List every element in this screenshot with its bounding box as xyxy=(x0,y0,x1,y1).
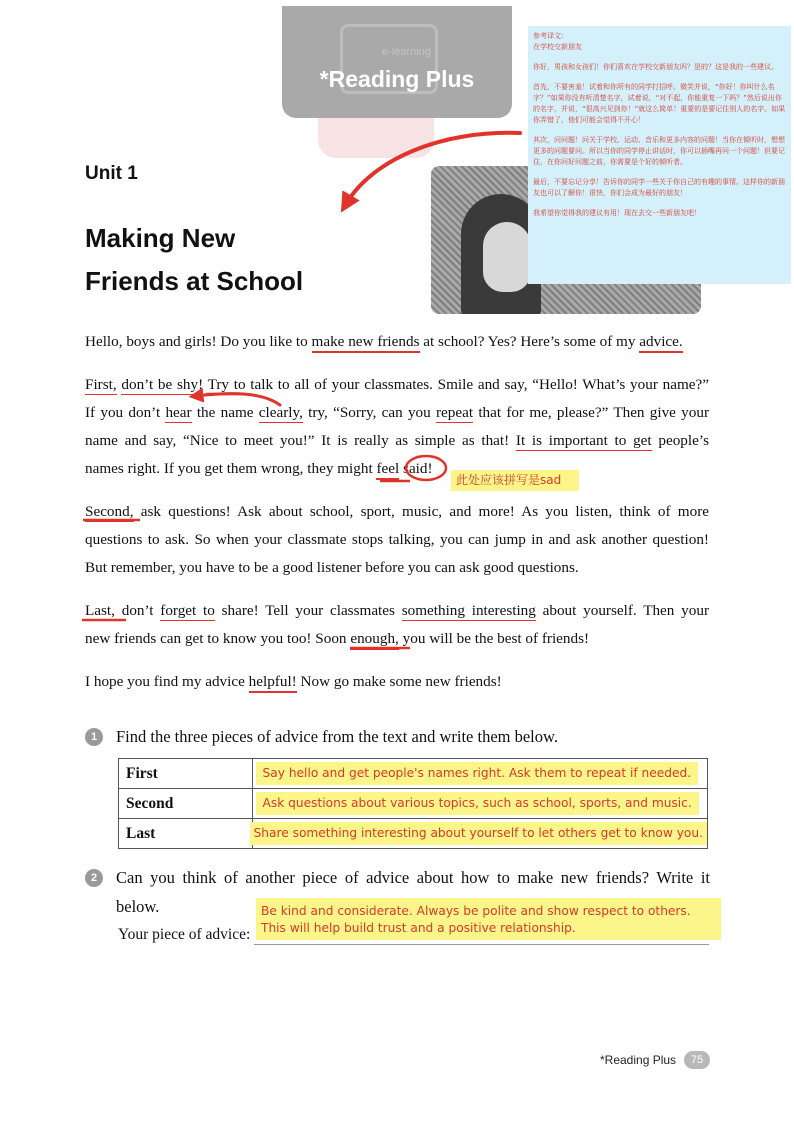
text-run: people’s xyxy=(651,432,709,449)
underlined-phrase: It is important to get xyxy=(516,432,652,451)
text-run: about yourself. Then your xyxy=(535,602,709,619)
underlined-phrase: enough, xyxy=(350,630,399,650)
text-run: ask questions! Ask about school, sport, music, and more! As you listen, think of more xyxy=(133,503,709,520)
text-run: Hello, boys and girls! Do you like to xyxy=(85,333,312,350)
translation-paragraph: 你好，男孩和女孩们！你们喜欢在学校交新朋友吗？是的？这是我的一些建议。 xyxy=(533,63,778,71)
advice-answer-field[interactable] xyxy=(256,898,721,940)
underlined-phrase: First, xyxy=(85,376,117,395)
text-run: that for me, please?” Then give your xyxy=(473,404,709,421)
question-number-badge: 2 xyxy=(85,869,103,887)
text-run: I hope you find my advice xyxy=(85,673,249,690)
answer-cell[interactable] xyxy=(252,819,707,849)
question-number-badge: 1 xyxy=(85,728,103,746)
answer-underline xyxy=(254,944,709,945)
underlined-phrase: repeat xyxy=(436,404,473,423)
table-row xyxy=(119,789,708,819)
text-run: share! Tell your classmates xyxy=(214,602,402,619)
answer-highlight: Ask questions about various topics, such as school, sports, and music. xyxy=(256,792,699,815)
answer-highlight: Say hello and get people's names right. Ask them to repeat if needed. xyxy=(256,762,699,785)
passage-line xyxy=(85,502,709,522)
header-tab xyxy=(282,6,512,118)
underlined-phrase: feel xyxy=(376,460,399,480)
underlined-phrase: forget to xyxy=(160,602,215,621)
page-number: 75 xyxy=(684,1051,710,1069)
decorative-blob xyxy=(318,118,434,158)
underlined-phrase: hear xyxy=(165,404,191,423)
passage-line: But remember, you have to be a good listener before you can ask good questions. xyxy=(85,559,579,576)
underlined-phrase: something interesting xyxy=(402,602,536,621)
underlined-phrase: helpful! xyxy=(249,673,297,693)
underlined-phrase: Second, xyxy=(85,503,134,522)
text-run: new friends can get to know you too! Soon xyxy=(85,630,351,647)
spelling-note: 此处应该拼写是sad xyxy=(451,470,579,491)
table-row xyxy=(119,819,708,849)
passage-line xyxy=(85,672,709,692)
underlined-phrase: make new friends xyxy=(312,333,420,353)
footer-title: *Reading Plus xyxy=(600,1053,677,1067)
page-title-line2: Friends at School xyxy=(85,266,304,296)
text-run: you will be the best of friends! xyxy=(398,630,590,647)
header-title: *Reading Plus xyxy=(319,66,475,92)
passage-line xyxy=(85,403,709,423)
text-run: don’t xyxy=(114,602,161,619)
text-run: at school? Yes? Here’s some of my xyxy=(419,333,640,350)
circled-word: said! xyxy=(399,460,433,477)
answer-highlight: Share something interesting about yourself to let others get to know you. xyxy=(250,822,707,845)
row-label: Second xyxy=(119,789,253,819)
passage-line: questions to ask. So when your classmate stops talking, you can jump in and ask another question! xyxy=(85,531,709,548)
table-row xyxy=(119,759,708,789)
advice-table xyxy=(118,758,708,849)
translation-paragraph: 首先，不要害羞！试着和你所有的同学打招呼。微笑并说，“你好！你叫什么名字？”如果你没有听清楚名字，试着说，“对不起，你能重复一下吗？”然后说出你的名字，并说，“很高兴见到你！”就这么简单！重要的是要记住别人的名字。如果你弄错了，他们可能会觉得不开心！ xyxy=(533,83,786,124)
text-run: the name xyxy=(191,404,259,421)
answer-cell[interactable] xyxy=(252,789,707,819)
translation-paragraph: 参考译文: 在学校交新朋友 xyxy=(533,32,582,51)
ghost-label: e-learning xyxy=(382,46,431,58)
translation-paragraph: 最后，不要忘记分享！告诉你的同学一些关于你自己的有趣的事情。这样你的新朋友也可以了解你！很快，你们会成为最好的朋友！ xyxy=(533,178,785,197)
piece-of-advice-label: Your piece of advice: xyxy=(118,926,251,943)
text-run: If you don’t xyxy=(85,404,166,421)
underlined-phrase: Last, xyxy=(85,602,115,621)
photo-face xyxy=(483,222,531,292)
question-2-text: Can you think of another piece of advice about how to make new friends? Write it xyxy=(116,868,710,887)
row-label: First xyxy=(119,759,253,789)
text-run: names right. If you get them wrong, they might xyxy=(85,460,377,477)
translation-paragraph: 我希望你觉得我的建议有用！现在去交一些新朋友吧！ xyxy=(533,209,701,217)
unit-label: Unit 1 xyxy=(85,163,138,184)
passage-line xyxy=(85,601,709,621)
question-2-text-cont: below. xyxy=(116,897,160,916)
passage-line xyxy=(85,332,709,352)
answer-line: Be kind and considerate. Always be polite and show respect to others. xyxy=(261,904,691,918)
passage-line xyxy=(85,431,709,451)
passage-line xyxy=(85,375,709,395)
underlined-phrase: advice. xyxy=(639,333,682,353)
page-title-line1: Making New xyxy=(85,223,236,253)
passage-line xyxy=(85,629,709,649)
translation-paragraph: 其次，问问题！问关于学校、运动、音乐和更多内容的问题！当你在倾听时，想想更多的问题要问。所以当你的同学停止讲话时，你可以插嘴再问一个问题！但要记住，在你问好问题之前，你需要是个好的倾听者。 xyxy=(533,136,785,166)
text-run: Now go make some new friends! xyxy=(296,673,502,690)
underlined-phrase: don’t be shy! xyxy=(121,376,203,395)
text-run: Try to talk to all of your classmates. Smile and say, “Hello! What’s your name?” xyxy=(203,376,709,393)
underlined-phrase: clearly, xyxy=(259,404,303,423)
text-run: try, “Sorry, can you xyxy=(302,404,436,421)
translation-box xyxy=(528,26,791,284)
answer-cell[interactable] xyxy=(252,759,707,789)
answer-line: This will help build trust and a positive relationship. xyxy=(261,921,576,935)
passage-line xyxy=(85,459,433,479)
text-run: name and say, “Nice to meet you!” It is really as simple as that! xyxy=(85,432,516,449)
row-label: Last xyxy=(119,819,253,849)
question-1-text: Find the three pieces of advice from the text and write them below. xyxy=(116,727,558,746)
